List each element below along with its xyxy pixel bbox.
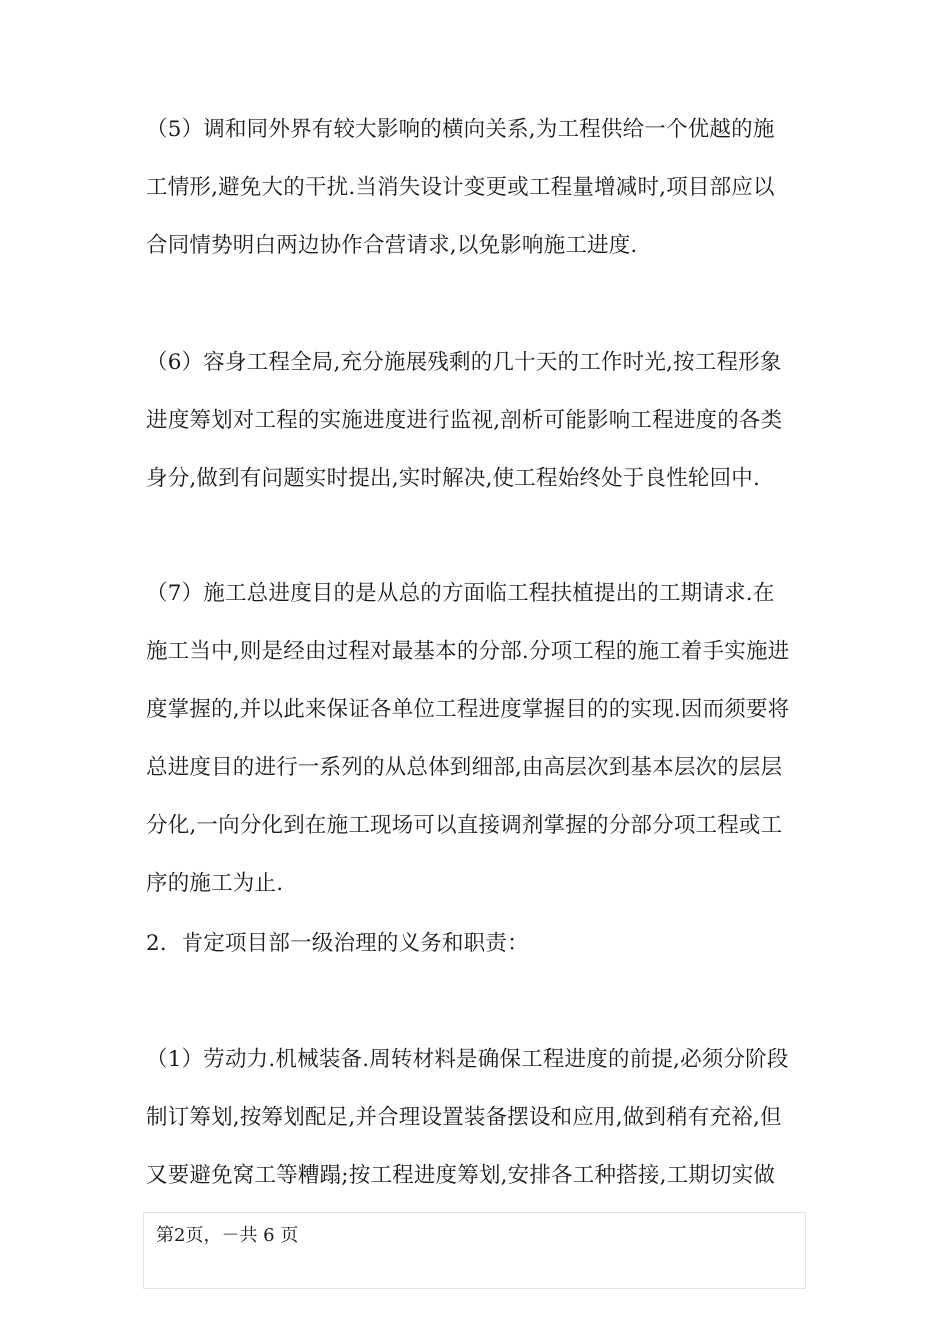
paragraph-6-line-3: 身分,做到有问题实时提出,实时解决,使工程始终处于良性轮回中. — [146, 466, 761, 491]
paragraph-1-line-3: 又要避免窝工等糟蹋;按工程进度筹划,安排各工种搭接,工期切实做 — [146, 1163, 776, 1188]
paragraph-7-line-1: （7）施工总进度目的是从总的方面临工程扶植提出的工期请求.在 — [146, 581, 775, 606]
paragraph-6-line-2: 进度筹划对工程的实施进度进行监视,剖析可能影响工程进度的各类 — [146, 408, 783, 433]
paragraph-5-line-2: 工情形,避免大的干扰.当消失设计变更或工程量增减时,项目部应以 — [146, 175, 775, 200]
page-footer — [143, 1212, 806, 1289]
paragraph-7-line-3: 度掌握的,并以此来保证各单位工程进度掌握目的的实现.因而须要将 — [146, 697, 790, 722]
paragraph-1-line-1: （1）劳动力.机械装备.周转材料是确保工程进度的前提,必须分阶段 — [146, 1047, 789, 1072]
paragraph-5-line-3: 合同情势明白两边协作合营请求,以免影响施工进度. — [146, 233, 638, 258]
paragraph-7-line-4: 总进度目的进行一系列的从总体到细部,由高层次到基本层次的层层 — [146, 755, 783, 780]
paragraph-5-line-1: （5）调和同外界有较大影响的横向关系,为工程供给一个优越的施 — [146, 117, 775, 142]
paragraph-7-line-6: 序的施工为止. — [146, 871, 284, 896]
paragraph-1-line-2: 制订筹划,按筹划配足,并合理设置装备摆设和应用,做到稍有充裕,但 — [146, 1105, 782, 1130]
page-number-label: 第2页，－共 6 页 — [156, 1225, 299, 1246]
paragraph-6-line-1: （6）容身工程全局,充分施展残剩的几十天的工作时光,按工程形象 — [146, 350, 782, 375]
paragraph-7-line-5: 分化,一向分化到在施工现场可以直接调剂掌握的分部分项工程或工 — [146, 813, 783, 838]
section-heading-2: 2．肯定项目部一级治理的义务和职责： — [146, 931, 529, 956]
paragraph-7-line-2: 施工当中,则是经由过程对最基本的分部.分项工程的施工着手实施进 — [146, 639, 790, 664]
